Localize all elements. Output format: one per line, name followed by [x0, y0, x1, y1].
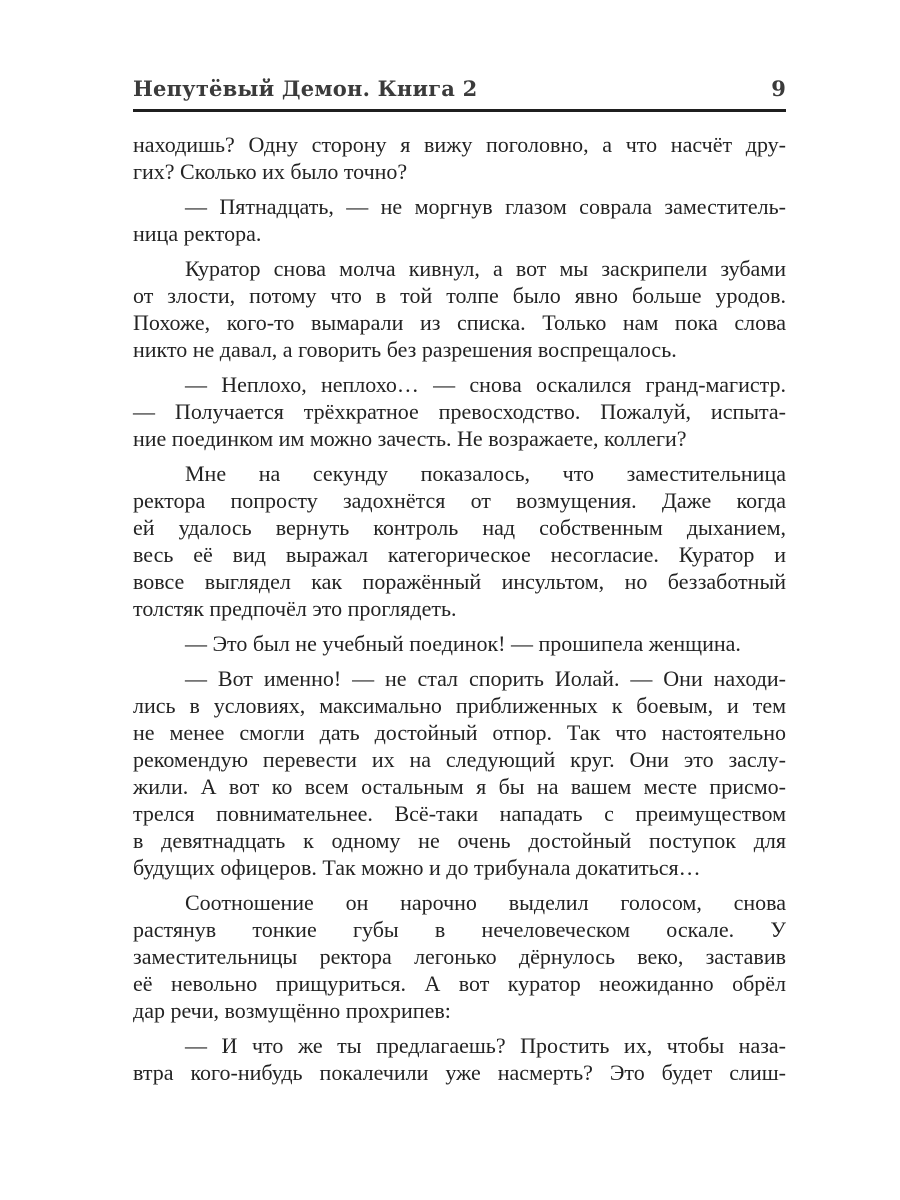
text-line: лись в условиях, максимально приближенных к боевым, и тем [133, 693, 786, 718]
text-line: трелся повнимательнее. Всё-таки нападать с преимуществом [133, 801, 786, 826]
running-header [133, 76, 786, 102]
text-line: никто не давал, а говорить без разрешения воспрещалось. [133, 337, 677, 362]
text-line: Мне на секунду показалось, что заместительница [185, 461, 786, 486]
page-body [133, 131, 786, 1086]
text-line: втра кого-нибудь покалечили уже насмерть? Это будет слиш- [133, 1060, 786, 1085]
text-line: — Это был не учебный поединок! — прошипела женщина. [185, 631, 741, 656]
text-line: заместительницы ректора легонько дёрнулось веко, заставив [133, 944, 786, 969]
page-content [133, 0, 786, 1086]
paragraph [133, 371, 786, 452]
text-line: от злости, потому что в той толпе было явно больше уродов. [133, 283, 786, 308]
text-line: ница ректора. [133, 221, 262, 246]
header-rule [133, 109, 786, 112]
text-line: Похоже, кого-то вымарали из списка. Только нам пока слова [133, 310, 786, 335]
text-line: ей удалось вернуть контроль над собственным дыханием, [133, 515, 786, 540]
paragraph [133, 889, 786, 1024]
text-line: не менее смогли дать достойный отпор. Так что настоятельно [133, 720, 786, 745]
text-line: вовсе выглядел как поражённый инсультом, но беззаботный [133, 569, 786, 594]
page-number: 9 [771, 76, 786, 101]
text-line: толстяк предпочёл это проглядеть. [133, 596, 457, 621]
paragraph [133, 1032, 786, 1086]
running-header-title: Непутёвый Демон. Книга 2 [133, 76, 478, 101]
paragraph [133, 630, 786, 657]
text-line: жили. А вот ко всем остальным я бы на вашем месте присмо- [133, 774, 786, 799]
text-line: — И что же ты предлагаешь? Простить их, чтобы наза- [185, 1033, 786, 1058]
text-line: Соотношение он нарочно выделил голосом, снова [185, 890, 786, 915]
text-line: гих? Сколько их было точно? [133, 159, 408, 184]
paragraph [133, 255, 786, 363]
text-line: растянув тонкие губы в нечеловеческом оскале. У [133, 917, 786, 942]
text-line: в девятнадцать к одному не очень достойный поступок для [133, 828, 786, 853]
text-line: — Неплохо, неплохо… — снова оскалился гранд-магистр. [185, 372, 786, 397]
text-line: ние поединком им можно зачесть. Не возражаете, коллеги? [133, 426, 687, 451]
text-line: ректора попросту задохнётся от возмущения. Даже когда [133, 488, 786, 513]
paragraph [133, 460, 786, 622]
text-line: Куратор снова молча кивнул, а вот мы заскрипели зубами [185, 256, 786, 281]
text-line: дар речи, возмущённо прохрипев: [133, 998, 451, 1023]
paragraph [133, 665, 786, 881]
paragraph [133, 131, 786, 185]
text-line: — Вот именно! — не стал спорить Иолай. — Они находи- [185, 666, 786, 691]
text-line: находишь? Одну сторону я вижу поголовно, а что насчёт дру- [133, 132, 786, 157]
paragraph [133, 193, 786, 247]
text-line: — Получается трёхкратное превосходство. Пожалуй, испыта- [133, 399, 786, 424]
text-line: весь её вид выражал категорическое несогласие. Куратор и [133, 542, 786, 567]
text-line: — Пятнадцать, — не моргнув глазом соврала заместитель- [185, 194, 786, 219]
text-line: её невольно прищуриться. А вот куратор неожиданно обрёл [133, 971, 786, 996]
text-line: рекомендую перевести их на следующий круг. Они это заслу- [133, 747, 786, 772]
text-line: будущих офицеров. Так можно и до трибунала докатиться… [133, 855, 701, 880]
